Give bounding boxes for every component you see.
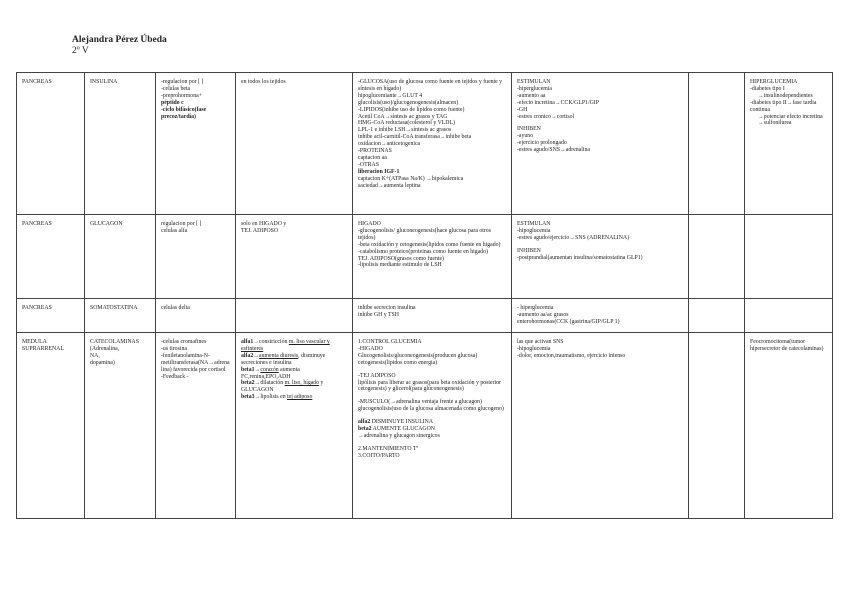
- cell-line: beta3→lipolisis en tej adiposo: [241, 394, 313, 401]
- cell-line: -ciclo bifásico(fase precoz/tardía): [161, 106, 207, 120]
- cell-line: captacion aa: [358, 154, 387, 161]
- document-header: [72, 35, 167, 57]
- cell-line: solo en HIGADO y: [241, 221, 287, 227]
- pathology-cell: [745, 73, 833, 215]
- cell-line: ESTIMULAN: [517, 79, 551, 85]
- cell-line: →adrenalina y glucagon sinergicos: [358, 432, 440, 439]
- hormone-label: INSULINA: [90, 79, 118, 85]
- cell-line: 3.COITO/PARTO: [358, 452, 400, 459]
- cell-line: Glucogenolisis/gluconeogenesis(producen glucosa) cetogenesis(lipidos como energia): [358, 352, 478, 366]
- cell-line: -diabetes tipo I: [750, 85, 785, 92]
- cell-line: -estres agudo/SNS→adrenalina: [517, 147, 590, 154]
- cell-line: saciedad→aumenta leptina: [358, 182, 421, 189]
- effects-cell: [353, 215, 512, 299]
- secretion-cell: [156, 215, 236, 299]
- cell-line: HIPERGLUCEMIA: [750, 79, 798, 85]
- cell-line: -LIPIDOS(inhibe uso de lípidos como fuente): [358, 106, 465, 113]
- cell-line: -preprohormona+: [161, 92, 202, 99]
- effects-cell: [353, 299, 512, 333]
- cell-line: -celulas cromafines: [161, 339, 207, 345]
- hormone-table: [16, 72, 833, 519]
- cell-line: enterohormonas(CCK (gastrina/GIP/GLP 1): [517, 318, 620, 325]
- secretion-cell: [156, 73, 236, 215]
- cell-line: glucolisis(uso)/glucogenogenesis(almacen): [358, 99, 459, 106]
- empty-cell: [689, 73, 745, 215]
- cell-line: -celulas beta: [161, 85, 191, 92]
- cell-line: celulas delta: [161, 305, 190, 311]
- cell-line: -beta oxidación y cetogenesis(lipidos como fuente en higado): [358, 241, 501, 248]
- cell-line: inhibe secrecion insulina: [358, 305, 416, 311]
- cell-line: →potenciar efecto incretina: [758, 113, 823, 120]
- cell-line: -hiperglucemia: [517, 85, 552, 92]
- cell-line: Acetil CoA→síntesis ac grasos y TAG: [358, 113, 448, 120]
- cell-line: Feocromocitoma(tumor hipersecretor de catecolaminas): [750, 339, 824, 352]
- cell-line: -efecto incretina→CCK/GLP1/GIP: [517, 99, 599, 106]
- cell-line: péptido c: [161, 99, 184, 106]
- organ-label: PANCREAS: [22, 305, 52, 311]
- table-row: [17, 215, 833, 299]
- organ-label: PANCREAS: [22, 79, 52, 85]
- cell-line: -diabetes tipo II→fase tardia continua: [750, 99, 817, 113]
- hormone-label: CATECOLAMINAS: [90, 339, 139, 345]
- cell-line: -feniletanolamina-N-metiltransferasa(NA→adrenalina) favorecida por cortisol: [161, 352, 230, 373]
- table-row: [17, 333, 833, 519]
- cell-line: regulacion por [ ]: [161, 221, 202, 227]
- hormone-sub-label: dopamina): [90, 359, 115, 366]
- cell-line: alfa1→constricción m. liso vascular y esfinteres: [241, 339, 330, 352]
- cell-line: -postprandial(aumentan insulina/somatostatina GLP1): [517, 254, 643, 261]
- cell-line: beta2→dilatación m. liso, hígado y GLUCAGON: [241, 380, 324, 394]
- cell-line: inhibe GH y TSH: [358, 311, 399, 318]
- cell-line: - hiperglucemia: [517, 305, 554, 311]
- cell-line: -estres agudo/ejercicio→SNS (ADRENALINA): [517, 234, 630, 241]
- hormone-cell: [85, 215, 156, 299]
- cell-line: beta1→corazón aumenta FC,renina,EPO,ADH: [241, 366, 300, 380]
- organ-cell: [17, 333, 85, 519]
- cell-line: liberacion IGF-1: [358, 168, 400, 175]
- organ-cell: [17, 215, 85, 299]
- hormone-label: SOMATOSTATINA: [90, 305, 138, 311]
- cell-line: INHIBEN: [517, 247, 541, 254]
- table-row: [17, 73, 833, 215]
- cell-line: -TEJ ADIPOSO: [358, 372, 396, 379]
- cell-line: -aumento aa/ac grasos: [517, 311, 569, 318]
- cell-line: -PROTEINAS: [358, 148, 392, 155]
- cell-line: -Feedback -: [161, 373, 189, 380]
- hormone-cell: [85, 299, 156, 333]
- cell-line: -lipolisis mediante estimulo de LSH: [358, 262, 442, 269]
- cell-line: -GLUCOSA(uso de glucosa como fuente en tejidos y fuente y síntesis en hígado): [358, 79, 503, 92]
- cell-line: -HIGADO: [358, 345, 383, 352]
- cell-line: inhibe acil-carnitil-CoA transferasa→inhibe beta oxidacion→anticetogenica: [358, 134, 472, 148]
- regulation-cell: [512, 215, 689, 299]
- cell-line: →insulinodependientes: [758, 92, 813, 99]
- cell-line: HIGADO: [358, 221, 381, 227]
- cell-line: -regulacion por [ ]: [161, 79, 204, 85]
- cell-line: TEJ. ADIPOSO(grasos como fuente): [358, 255, 444, 262]
- cell-line: -estres cronico→cortisol: [517, 113, 575, 120]
- cell-line: las que activan SNS: [517, 339, 564, 345]
- cell-line: lipólisis para liberar ac grasos(para beta oxidación y posterior cetogenesis) y glicerol(para gluconeogenesis): [358, 379, 501, 393]
- hormone-sub-label: (Adrenalina,: [90, 345, 120, 352]
- hormone-cell: [85, 73, 156, 215]
- cell-line: alfa2→aumenta diuresis, disminuye secreciones e insulina: [241, 352, 326, 366]
- cell-line: 1.CONTROL GLUCEMIA: [358, 339, 422, 345]
- pathology-cell: [745, 299, 833, 333]
- secretion-cell: [156, 333, 236, 519]
- cell-line: hipoglucemiante→GLUT 4: [358, 92, 423, 99]
- secretion-cell: [156, 299, 236, 333]
- cell-line: INHIBEN: [517, 126, 541, 133]
- regulation-cell: [512, 333, 689, 519]
- organ-cell: [17, 73, 85, 215]
- receptors-cell: [236, 333, 353, 519]
- cell-line: 2.MANTENIMIENTO Tª: [358, 445, 418, 452]
- cell-line: -hipoglucemia: [517, 345, 551, 352]
- cell-line: en todos los tejidos: [241, 79, 286, 85]
- cell-line: beta2 AUMENTE GLUCAGON: [358, 426, 435, 433]
- cell-line: -dolor, emocion,traumatismo, ejercicio intenso: [517, 352, 626, 359]
- regulation-cell: [512, 299, 689, 333]
- cell-line: -ayuno: [517, 133, 534, 140]
- cell-line: TEJ. ADIPOSO: [241, 227, 279, 234]
- hormone-cell: [85, 333, 156, 519]
- table-row: [17, 299, 833, 333]
- cell-line: ESTIMULAN: [517, 221, 551, 227]
- organ-label: PANCREAS: [22, 221, 52, 227]
- pathology-cell: [745, 333, 833, 519]
- cell-line: →sulfonilurea: [758, 120, 792, 127]
- regulation-cell: [512, 73, 689, 215]
- cell-line: -hipoglucemia: [517, 227, 551, 234]
- cell-line: -ejercicio prolongado: [517, 140, 567, 147]
- cell-line: -OTRAS: [358, 161, 379, 168]
- receptors-cell: [236, 299, 353, 333]
- hormone-sub-label: NA,: [90, 352, 100, 359]
- empty-cell: [689, 333, 745, 519]
- cell-line: LPL-1 e inhibe LSH→síntesis ac grasos: [358, 127, 452, 134]
- cell-line: -us tirosina: [161, 345, 187, 352]
- course-label: 2º V: [72, 46, 89, 56]
- cell-line: celulas alfa: [161, 227, 188, 234]
- author-name: Alejandra Pérez Úbeda: [72, 35, 167, 45]
- cell-line: captacion K+(ATPasa Na/K) →hipokalemica: [358, 175, 464, 182]
- organ-cell: [17, 299, 85, 333]
- cell-line: -catabolismo proteico(proteinas como fuente en higado): [358, 248, 488, 255]
- receptors-cell: [236, 73, 353, 215]
- cell-line: alfa2 DISMINUYE INSULINA: [358, 419, 434, 426]
- empty-cell: [689, 299, 745, 333]
- hormone-label: GLUCAGON: [90, 221, 123, 227]
- empty-cell: [689, 215, 745, 299]
- cell-line: glucogenolisis(uso de la glucosa almacenada como glucogeno): [358, 406, 504, 413]
- effects-cell: [353, 333, 512, 519]
- effects-cell: [353, 73, 512, 215]
- cell-line: -GH: [517, 106, 528, 113]
- receptors-cell: [236, 215, 353, 299]
- cell-line: -glucogenolisis/ gluconeogenesis(hace glucosa para otros tejidos): [358, 227, 491, 241]
- cell-line: HMG-CoA reductasa(colesterol y VLDL): [358, 120, 455, 127]
- organ-label: MEDULA SUPRARRENAL: [22, 339, 64, 352]
- cell-line: -MUSCULO(→adrenalina ventaja frente a glucagon): [358, 399, 482, 406]
- cell-line: -aumento aa: [517, 92, 546, 99]
- pathology-cell: [745, 215, 833, 299]
